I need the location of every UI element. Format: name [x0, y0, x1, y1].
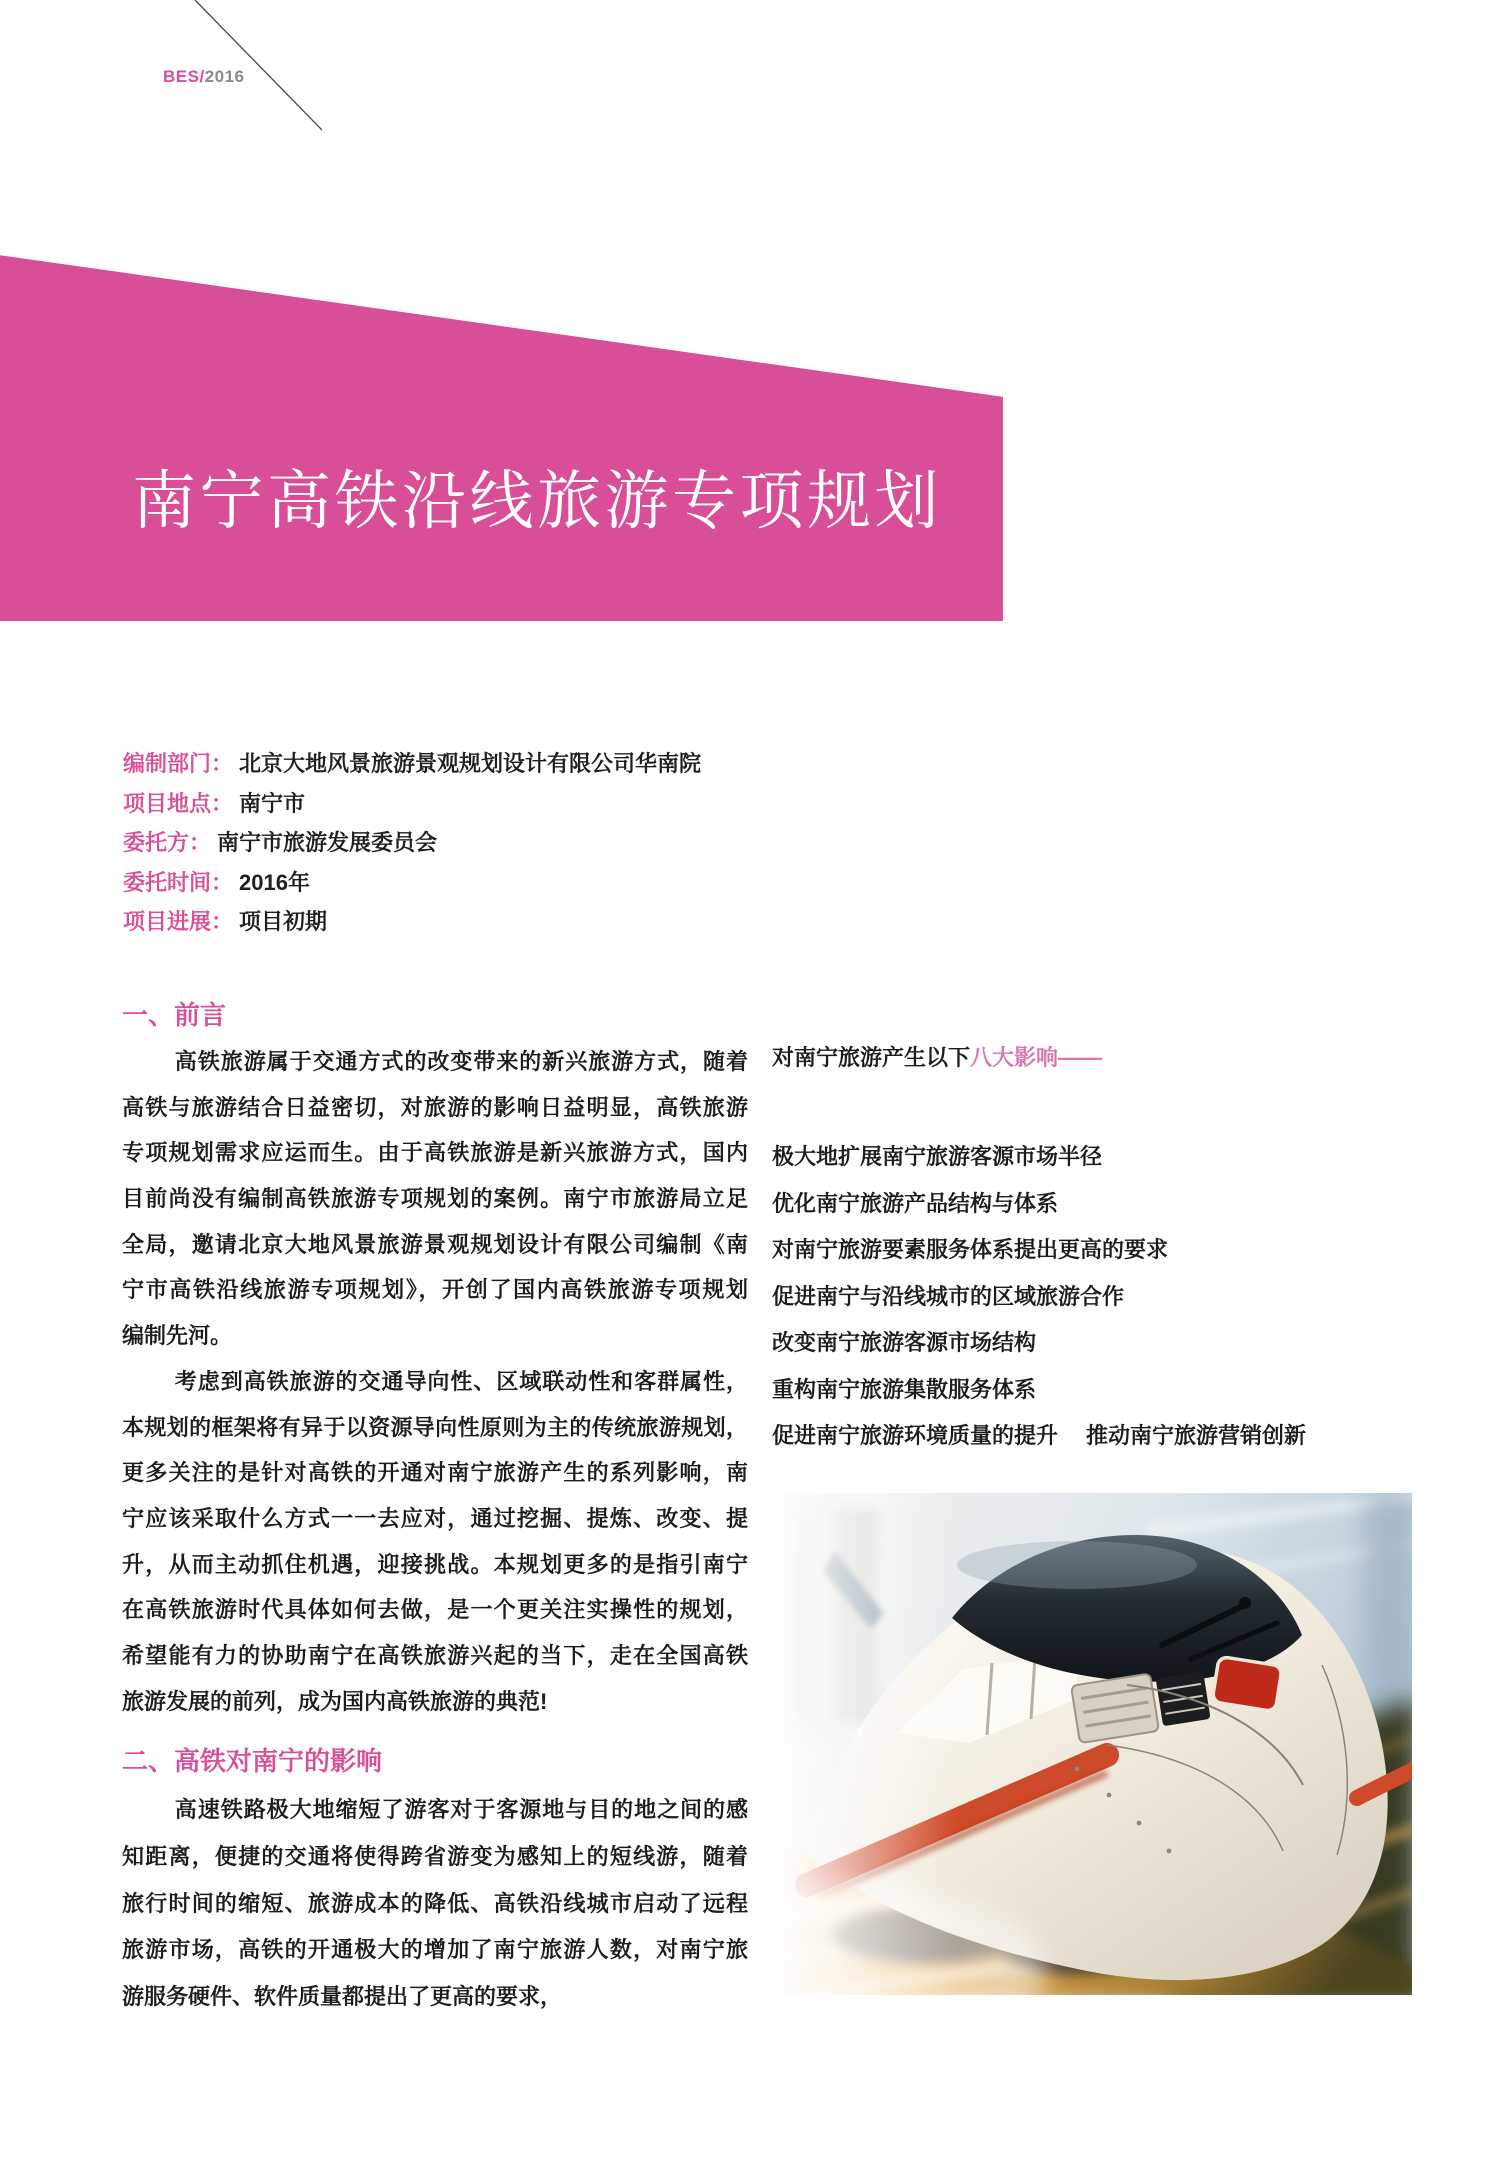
body-line: 高铁旅游属于交通方式的改变带来的新兴旅游方式，随着 [174, 1049, 748, 1074]
body-line: 考虑到高铁旅游的交通导向性、区域联动性和客群属性， [174, 1368, 748, 1394]
train-illustration [777, 1493, 1412, 1995]
meta-label: 项目地点： [123, 790, 234, 816]
body-line: 高速铁路极大地缩短了游客对于客源地与目的地之间的感 [174, 1797, 748, 1822]
impacts-intro-text: 对南宁旅游产生以下 [772, 1045, 971, 1070]
impact-item: 重构南宁旅游集散服务体系 [772, 1376, 1037, 1402]
train-photo [777, 1493, 1412, 1995]
impact-item: 极大地扩展南宁旅游客源市场半径 [772, 1144, 1103, 1169]
body-line: 宁市高铁沿线旅游专项规划》，开创了国内高铁旅游专项规划 [122, 1277, 748, 1303]
section-2-body [122, 1787, 748, 2021]
meta-row [123, 784, 701, 824]
impact-item: 促进南宁旅游环境质量的提升 [772, 1423, 1059, 1448]
meta-value: 南宁市旅游发展委员会 [217, 830, 438, 855]
impact-item: 促进南宁与沿线城市的区域旅游合作 [772, 1283, 1125, 1309]
meta-label: 项目进展： [123, 909, 234, 934]
body-line: 全局，邀请北京大地风景旅游景观规划设计有限公司编制《南 [122, 1231, 748, 1257]
body-line: 希望能有力的协助南宁在高铁旅游兴起的当下，走在全国高铁 [122, 1642, 748, 1668]
meta-row [123, 902, 701, 942]
impact-item-row [772, 1413, 1432, 1460]
meta-label: 委托时间： [123, 869, 234, 895]
brand-mark [163, 67, 245, 87]
meta-list [123, 744, 701, 942]
meta-value: 北京大地风景旅游景观规划设计有限公司华南院 [239, 751, 702, 776]
impact-item: 改变南宁旅游客源市场结构 [772, 1330, 1037, 1355]
body-line: 更多关注的是针对高铁的开通对南宁旅游产生的系列影响，南 [122, 1460, 748, 1486]
body-line: 宁应该采取什么方式一一去应对，通过挖掘、提炼、改变、提 [122, 1505, 748, 1531]
body-line: 目前尚没有编制高铁旅游专项规划的案例。南宁市旅游局立足 [122, 1186, 748, 1212]
meta-value: 2016年 [239, 869, 310, 895]
vent-grille-light [1071, 1673, 1159, 1743]
body-line: 本规划的框架将有异于以资源导向性原则为主的传统旅游规划， [122, 1414, 748, 1440]
red-door-panel [1212, 1656, 1282, 1711]
section-1-body [122, 1039, 748, 1724]
impacts-intro-highlight: 八大影响—— [970, 1045, 1103, 1070]
meta-row [123, 744, 701, 784]
body-line: 旅游市场，高铁的开通极大的增加了南宁旅游人数，对南宁旅 [122, 1937, 748, 1963]
canopy-highlight [957, 1541, 1197, 1589]
brand-prefix: BES/ [163, 67, 205, 86]
body-line: 编制先河。 [122, 1323, 233, 1349]
body-line: 旅行时间的缩短、旅游成本的降低、高铁沿线城市启动了远程 [122, 1890, 748, 1916]
brand-year: 2016 [204, 67, 245, 86]
impact-item: 推动南宁旅游营销创新 [1086, 1423, 1307, 1448]
body-line: 专项规划需求应运而生。由于高铁旅游是新兴旅游方式，国内 [122, 1140, 748, 1166]
body-line: 升，从而主动抓住机遇，迎接挑战。本规划更多的是指引南宁 [122, 1551, 748, 1577]
impact-item: 优化南宁旅游产品结构与体系 [772, 1190, 1059, 1216]
body-line: 在高铁旅游时代具体如何去做，是一个更关注实操性的规划， [122, 1597, 748, 1623]
vent-grille-dark [1156, 1671, 1211, 1726]
section-2-heading: 二、高铁对南宁的影响 [122, 1746, 383, 1776]
meta-label: 委托方： [123, 830, 212, 855]
impacts-intro [772, 1041, 1102, 1075]
section-1-heading: 一、前言 [122, 1000, 227, 1030]
body-line: 高铁与旅游结合日益密切，对旅游的影响日益明显，高铁旅游 [122, 1094, 748, 1120]
meta-row [123, 823, 701, 863]
meta-value: 项目初期 [239, 909, 328, 934]
meta-label: 编制部门： [123, 751, 234, 776]
page-title: 南宁高铁沿线旅游专项规划 [132, 465, 942, 537]
body-line: 游服务硬件、软件质量都提出了更高的要求， [122, 1984, 563, 2010]
impacts-list [772, 1134, 1432, 1460]
body-line: 知距离，便捷的交通将使得跨省游变为感知上的短线游，随着 [122, 1843, 748, 1869]
meta-value: 南宁市 [239, 790, 306, 816]
body-line: 旅游发展的前列，成为国内高铁旅游的典范! [122, 1688, 548, 1714]
impact-item: 对南宁旅游要素服务体系提出更高的要求 [772, 1237, 1169, 1262]
meta-row [123, 863, 701, 903]
